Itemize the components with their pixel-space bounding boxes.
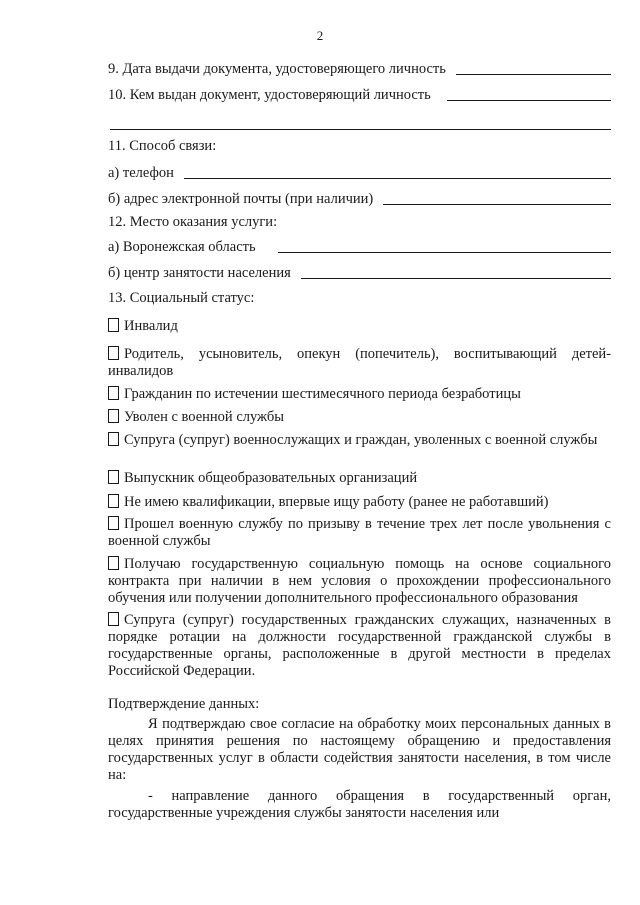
field-label: б) адрес электронной почты (при наличии): [108, 191, 374, 207]
fill-line[interactable]: [301, 278, 611, 279]
fill-line[interactable]: [456, 74, 611, 75]
section-heading-contact: 11. Способ связи:: [108, 138, 217, 154]
fill-line[interactable]: [278, 252, 611, 253]
status-option: [108, 556, 611, 607]
status-option: [108, 470, 611, 487]
field-document-issue-date: [108, 60, 611, 78]
field-label: 9. Дата выдачи документа, удостоверяющего личность: [108, 61, 446, 77]
checkbox[interactable]: [108, 516, 119, 530]
checkbox[interactable]: [108, 318, 119, 332]
status-label: Гражданин по истечении шестимесячного периода безработицы: [124, 386, 521, 402]
fill-line[interactable]: [184, 178, 611, 179]
status-option: [108, 612, 611, 680]
checkbox[interactable]: [108, 612, 119, 626]
field-label: а) телефон: [108, 165, 174, 181]
status-option: [108, 516, 611, 550]
fill-line-continuation[interactable]: [110, 129, 611, 130]
section-heading-social-status: 13. Социальный статус:: [108, 290, 255, 306]
field-region: [108, 238, 611, 256]
fill-line[interactable]: [447, 100, 611, 101]
status-label: Прошел военную службу по призыву в течение трех лет после увольнения с военной службы: [108, 516, 611, 549]
field-employment-center: [108, 264, 611, 282]
status-label: Родитель, усыновитель, опекун (попечитель), воспитывающий детей-инвалидов: [108, 346, 611, 379]
status-option: [108, 409, 611, 426]
status-label: Супруга (супруг) военнослужащих и граждан, уволенных с военной службы: [124, 432, 598, 448]
section-heading-service-location: 12. Место оказания услуги:: [108, 214, 278, 230]
checkbox[interactable]: [108, 346, 119, 360]
page-number: 2: [316, 28, 324, 43]
consent-item: - направление данного обращения в государственный орган, государственные учреждения службы занятости населения или: [108, 788, 611, 821]
field-phone: [108, 164, 611, 182]
confirmation-heading: Подтверждение данных:: [108, 696, 260, 712]
checkbox[interactable]: [108, 409, 119, 423]
status-label: Супруга (супруг) государственных гражданских служащих, назначенных в порядке ротации на должности государственной гражданской службы в государственные органы, расположенные в другой местности в пределах Российской Федерации.: [108, 612, 611, 679]
checkbox[interactable]: [108, 470, 119, 484]
status-option: [108, 346, 611, 380]
status-label: Выпускник общеобразовательных организаций: [124, 470, 418, 486]
field-label: б) центр занятости населения: [108, 265, 291, 281]
field-document-issued-by: [108, 86, 611, 104]
status-option: [108, 386, 611, 403]
status-label: Уволен с военной службы: [124, 409, 284, 425]
checkbox[interactable]: [108, 386, 119, 400]
checkbox[interactable]: [108, 432, 119, 446]
status-option: [108, 318, 611, 335]
status-option: [108, 494, 611, 511]
field-email: [108, 190, 611, 208]
status-label: Инвалид: [124, 318, 178, 334]
status-label: Не имею квалификации, впервые ищу работу (ранее не работавший): [124, 494, 549, 510]
consent-paragraph: Я подтверждаю свое согласие на обработку моих персональных данных в целях принятия решения по настоящему обращению и предоставления государственных услуг в области содействия занятости населения, в том числе на:: [108, 716, 611, 783]
fill-line[interactable]: [383, 204, 611, 205]
checkbox[interactable]: [108, 556, 119, 570]
field-label: а) Воронежская область: [108, 239, 256, 255]
checkbox[interactable]: [108, 494, 119, 508]
field-label: 10. Кем выдан документ, удостоверяющий личность: [108, 87, 431, 103]
status-option: [108, 432, 611, 449]
status-label: Получаю государственную социальную помощь на основе социального контракта при наличии в нем условия о прохождении профессионального обучения или получении дополнительного профессионального образования: [108, 556, 611, 606]
